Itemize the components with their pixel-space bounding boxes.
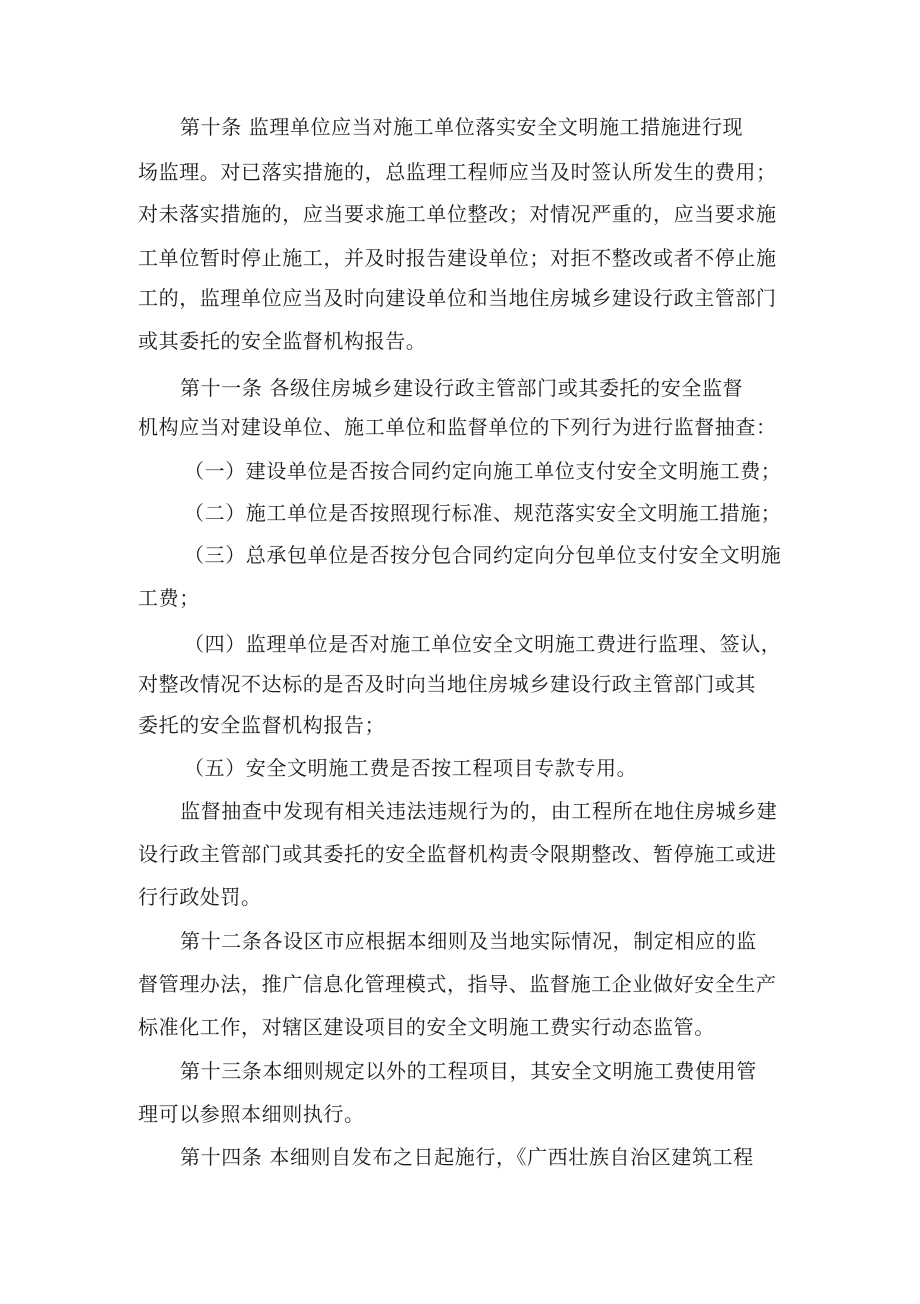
text-line: 理可以参照本细则执行。 — [138, 1102, 365, 1126]
text-line: 对整改情况不达标的是否及时向当地住房城乡建设行政主管部门或其 — [138, 672, 756, 696]
text-line: （五）安全文明施工费是否按工程项目专款专用。 — [184, 756, 638, 780]
text-line: 工费； — [138, 586, 200, 610]
text-line: 设行政主管部门或其委托的安全监督机构责令限期整改、暂停施工或进 — [138, 842, 777, 866]
text-line: 第十条 监理单位应当对施工单位落实安全文明施工措施进行现 — [180, 115, 744, 139]
text-line: 或其委托的安全监督机构报告。 — [138, 329, 427, 353]
text-line: 第十三条本细则规定以外的工程项目，其安全文明施工费使用管 — [180, 1059, 757, 1083]
text-line: （二）施工单位是否按照现行标准、规范落实安全文明施工措施； — [184, 501, 782, 525]
text-line: 行行政处罚。 — [138, 885, 262, 909]
text-line: （一）建设单位是否按合同约定向施工单位支付安全文明施工费； — [184, 459, 782, 483]
text-line: （四）监理单位是否对施工单位安全文明施工费进行监理、签认， — [184, 632, 782, 656]
text-line: （三）总承包单位是否按分包合同约定向分包单位支付安全文明施 — [184, 543, 782, 567]
text-line: 第十二条各设区市应根据本细则及当地实际情况，制定相应的监 — [180, 929, 757, 953]
text-line: 机构应当对建设单位、施工单位和监督单位的下列行为进行监督抽查： — [138, 415, 777, 439]
text-line: 对未落实措施的，应当要求施工单位整改；对情况严重的，应当要求施 — [138, 202, 777, 226]
text-line: 第十四条 本细则自发布之日起施行，《广西壮族自治区建筑工程 — [180, 1145, 754, 1169]
text-line: 工的，监理单位应当及时向建设单位和当地住房城乡建设行政主管部门 — [138, 286, 777, 310]
text-line: 监督抽查中发现有相关违法违规行为的，由工程所在地住房城乡建 — [180, 799, 778, 823]
text-line: 第十一条 各级住房城乡建设行政主管部门或其委托的安全监督 — [180, 376, 744, 400]
text-line: 工单位暂时停止施工，并及时报告建设单位；对拒不整改或者不停止施 — [138, 246, 777, 270]
text-line: 场监理。对已落实措施的，总监理工程师应当及时签认所发生的费用； — [138, 160, 777, 184]
text-line: 督管理办法，推广信息化管理模式，指导、监督施工企业做好安全生产 — [138, 972, 777, 996]
text-line: 标准化工作，对辖区建设项目的安全文明施工费实行动态监管。 — [138, 1015, 715, 1039]
text-line: 委托的安全监督机构报告； — [138, 713, 386, 737]
